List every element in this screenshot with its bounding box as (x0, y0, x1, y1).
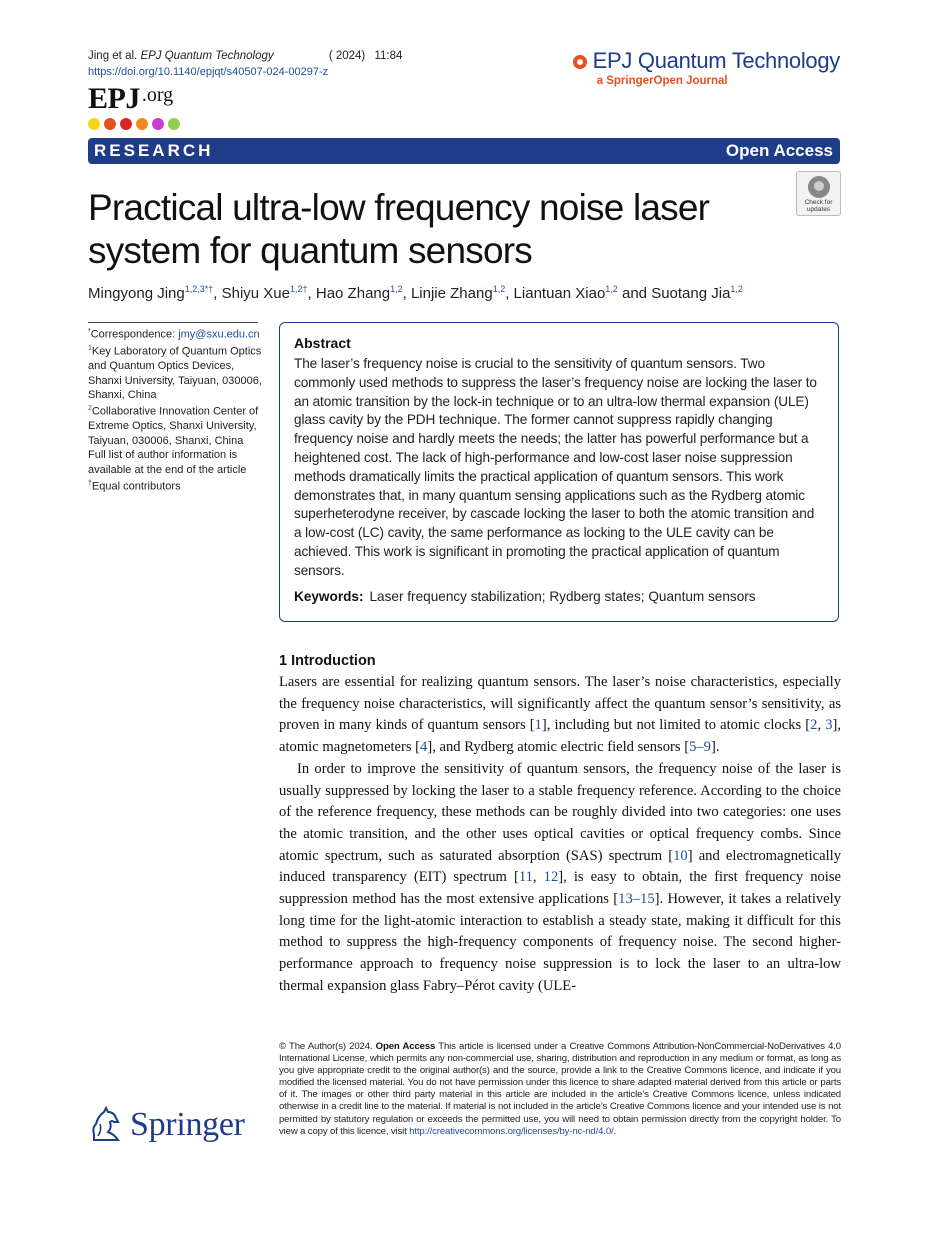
epj-dot (168, 118, 180, 130)
citation-ref[interactable]: 2 (810, 717, 818, 734)
check-updates-label-2: updates (806, 206, 831, 213)
journal-logo[interactable] (573, 48, 840, 87)
equal-contributors-note: Equal contributors (91, 480, 181, 493)
author-affiliation-marker: 1,2 (492, 284, 506, 294)
introduction-heading: 1 Introduction (279, 653, 376, 669)
epj-logo[interactable] (88, 82, 173, 116)
citation-ref[interactable]: 4 (420, 739, 428, 756)
keywords-text: Laser frequency stabilization; Rydberg states; Quantum sensors (369, 588, 756, 604)
journal-title: EPJ Quantum Technology (592, 48, 840, 73)
access-label: Open Access (725, 141, 833, 160)
epj-dot (88, 118, 100, 130)
springer-logo[interactable] (88, 1106, 245, 1144)
citation-ref[interactable]: 5–9 (689, 739, 711, 756)
author-name[interactable]: Linjie Zhang (410, 285, 493, 302)
author-separator: , (402, 285, 411, 302)
license-suffix: . (613, 1125, 617, 1137)
license-url[interactable]: http://creativecommons.org/licenses/by-nc-nd/4.0/ (409, 1125, 614, 1137)
license-text (279, 1041, 841, 1138)
epj-circle-icon (573, 55, 587, 69)
citation-volume: 11:84 (374, 50, 403, 62)
intro-paragraph-2 (279, 759, 841, 998)
epj-dot (152, 118, 164, 130)
author-affiliation-marker: 1,2 (730, 284, 743, 294)
publisher-name: Springer (130, 1106, 245, 1143)
correspondence-label: Correspondence: (90, 328, 179, 341)
intro-text: ], atomic magnetometers [ (279, 717, 841, 756)
license-body: This article is licensed under a Creative Commons Attribution-NonCommercial-NoDerivatives 4.0 International License, which permits any non-commercial use, sharing, distribution and reproduction in any medium or format, as long as you give appropriate credit to the original author(s) and the source, provide a link to the Creative Commons licence, and indicate if you modified the licensed material. You do not have permission under this licence to share adapted material derived from this article or parts of it. The images or other third party material in this article are included in the article’s Creative Commons licence, unless indicated otherwise in a credit line to the material. If material is not included in the article’s Creative Commons licence and your intended use is not permitted by statutory regulation or exceeds the permitted use, you will need to obtain permission directly from the copyright holder. To view a copy of this licence, visit (279, 1041, 841, 1137)
intro-text: , (817, 717, 826, 734)
section-bar (88, 138, 840, 164)
author-affiliation-marker: 1,2,3*† (184, 284, 214, 294)
epj-dot (120, 118, 132, 130)
citation-ref[interactable]: 1 (534, 717, 542, 734)
check-updates-icon (808, 176, 830, 198)
author-name[interactable]: Liantuan Xiao (513, 285, 606, 302)
intro-text: ]. (710, 739, 720, 756)
citation-journal: EPJ Quantum Technology (140, 50, 274, 62)
full-list-note: Full list of author information is available at the end of the article (88, 449, 247, 476)
intro-text: Lasers are essential for realizing quantum sensors. The laser’s noise characteristics, especially the frequency noise characteristics, will significantly affect the quantum sensor’s sensitivity, as proven in many kinds of quantum sensors [ (279, 674, 841, 734)
check-updates-label-1: Check for (804, 199, 833, 206)
abstract-box (279, 322, 839, 622)
epj-logo-suffix: .org (141, 84, 174, 106)
keywords-label: Keywords: (294, 588, 364, 604)
keywords-line (294, 589, 823, 604)
citation-ref[interactable]: 10 (673, 847, 688, 864)
intro-paragraph-1 (279, 672, 841, 759)
author-name[interactable]: Suotang Jia (651, 285, 731, 302)
paper-title: Practical ultra-low frequency noise laser system for quantum sensors (88, 187, 710, 271)
intro-text: ], is easy to obtain, the first frequency noise suppression method has the most extensive applications [ (279, 869, 842, 908)
affiliation-1: Key Laboratory of Quantum Optics and Quantum Optics Devices, Shanxi University, Taiyuan, 030006, Shanxi, China (88, 345, 262, 401)
license-prefix: © The Author(s) 2024. (279, 1041, 376, 1052)
epj-logo-main: EPJ (88, 82, 140, 115)
springer-horse-icon (88, 1106, 122, 1144)
author-name[interactable]: Hao Zhang (315, 285, 391, 302)
check-updates-button[interactable] (796, 171, 841, 216)
section-label: RESEARCH (94, 141, 214, 160)
author-separator: , (505, 285, 514, 302)
introduction-section (279, 653, 841, 998)
citation-ref[interactable]: 13–15 (618, 891, 655, 908)
intro-text: ] and electromagnetically induced transparency (EIT) spectrum [ (279, 847, 841, 886)
author-name[interactable]: Shiyu Xue (221, 285, 290, 302)
citation-year: ( 2024) (328, 50, 366, 62)
epj-dot (104, 118, 116, 130)
author-affiliation-marker: 1,2 (605, 284, 618, 294)
intro-text: In order to improve the sensitivity of quantum sensors, the frequency noise of the laser is usually suppressed by locking the laser to a stable frequency reference. According to the choice of the reference frequency, these methods can be roughly divided into two categories: one uses the atomic transition, and the other uses optical cavities or optical frequency combs. Since atomic spectrum, such as saturated absorption (SAS) spectrum [ (279, 760, 841, 864)
abstract-text: The laser’s frequency noise is crucial to the sensitivity of quantum sensors. Two commonly used methods to suppress the laser’s frequency noise are locking the laser to an atomic transition by the lock-in technique or to an ultra-low thermal expansion (ULE) glass cavity by the PDH technique. The former cannot suppress rapidly changing frequency noise and hardly meets the needs; the latter has powerful performance but a heightened cost. The lack of high-performance and low-cost laser noise suppression methods dramatically limits the practical application of quantum sensors. This work demonstrates that, in many quantum sensing applications such as the Rydberg atomic superheterodyne receiver, by cascade locking the laser to both the atomic transition and a low-cost (LC) cavity, the same performance as locking to the ULE cavity can be achieved. This work is significant in promoting the practical application of quantum sensors. (294, 356, 817, 578)
abstract-heading: Abstract (294, 335, 351, 351)
journal-subtitle: a SpringerOpen Journal (596, 75, 728, 87)
header-citation (88, 50, 402, 62)
intro-text: , (532, 869, 544, 886)
author-name[interactable]: Mingyong Jing (88, 285, 185, 302)
affiliation-2: Collaborative Innovation Center of Extreme Optics, Shanxi University, Taiyuan, 030006, Shanxi, China (88, 406, 259, 447)
citation-ref[interactable]: 12 (543, 869, 559, 886)
author-list (88, 284, 743, 302)
citation-authors: Jing et al. (88, 50, 138, 62)
citation-ref[interactable]: 3 (825, 717, 833, 734)
author-separator: , (307, 285, 316, 302)
correspondence-email[interactable]: jmy@sxu.edu.cn (178, 328, 260, 341)
intro-text: ], including but not limited to atomic clocks [ (541, 717, 811, 734)
license-open-access: Open Access (375, 1041, 436, 1052)
affiliation-rule (88, 322, 258, 323)
doi-link[interactable]: https://doi.org/10.1140/epjqt/s40507-024-00297-z (88, 66, 329, 78)
author-separator: , (213, 285, 222, 302)
affiliations: *Correspondence: jmy@sxu.edu.cn $^1$Key Laboratory of Quantum Optics and Quantum Optics Devices, Shanxi University, Taiyuan, 030006, Shanxi, China $^2$Collaborative Innovation Center of Extreme Optics, Shanxi University, Taiyuan, 030006, Shanxi, China Full list of author information is available at the end of the article †Equal contributors (88, 322, 263, 494)
author-affiliation-marker: 1,2 (390, 284, 403, 294)
author-affiliation-marker: 1,2† (290, 284, 308, 294)
author-separator: and (617, 285, 652, 302)
epj-dot (136, 118, 148, 130)
citation-ref[interactable]: 11 (518, 869, 533, 886)
intro-text: ], and Rydberg atomic electric field sensors [ (427, 739, 690, 756)
epj-dots (88, 118, 180, 130)
intro-text: ]. However, it takes a relatively long time for the light-atomic interaction to establish a steady state, making it difficult for this method to suppress the high-frequency components of frequency noise. The second higher-performance approach to frequency noise suppression is to lock the laser to an ultra-low thermal expansion glass Fabry–Pérot cavity (ULE- (279, 891, 841, 994)
